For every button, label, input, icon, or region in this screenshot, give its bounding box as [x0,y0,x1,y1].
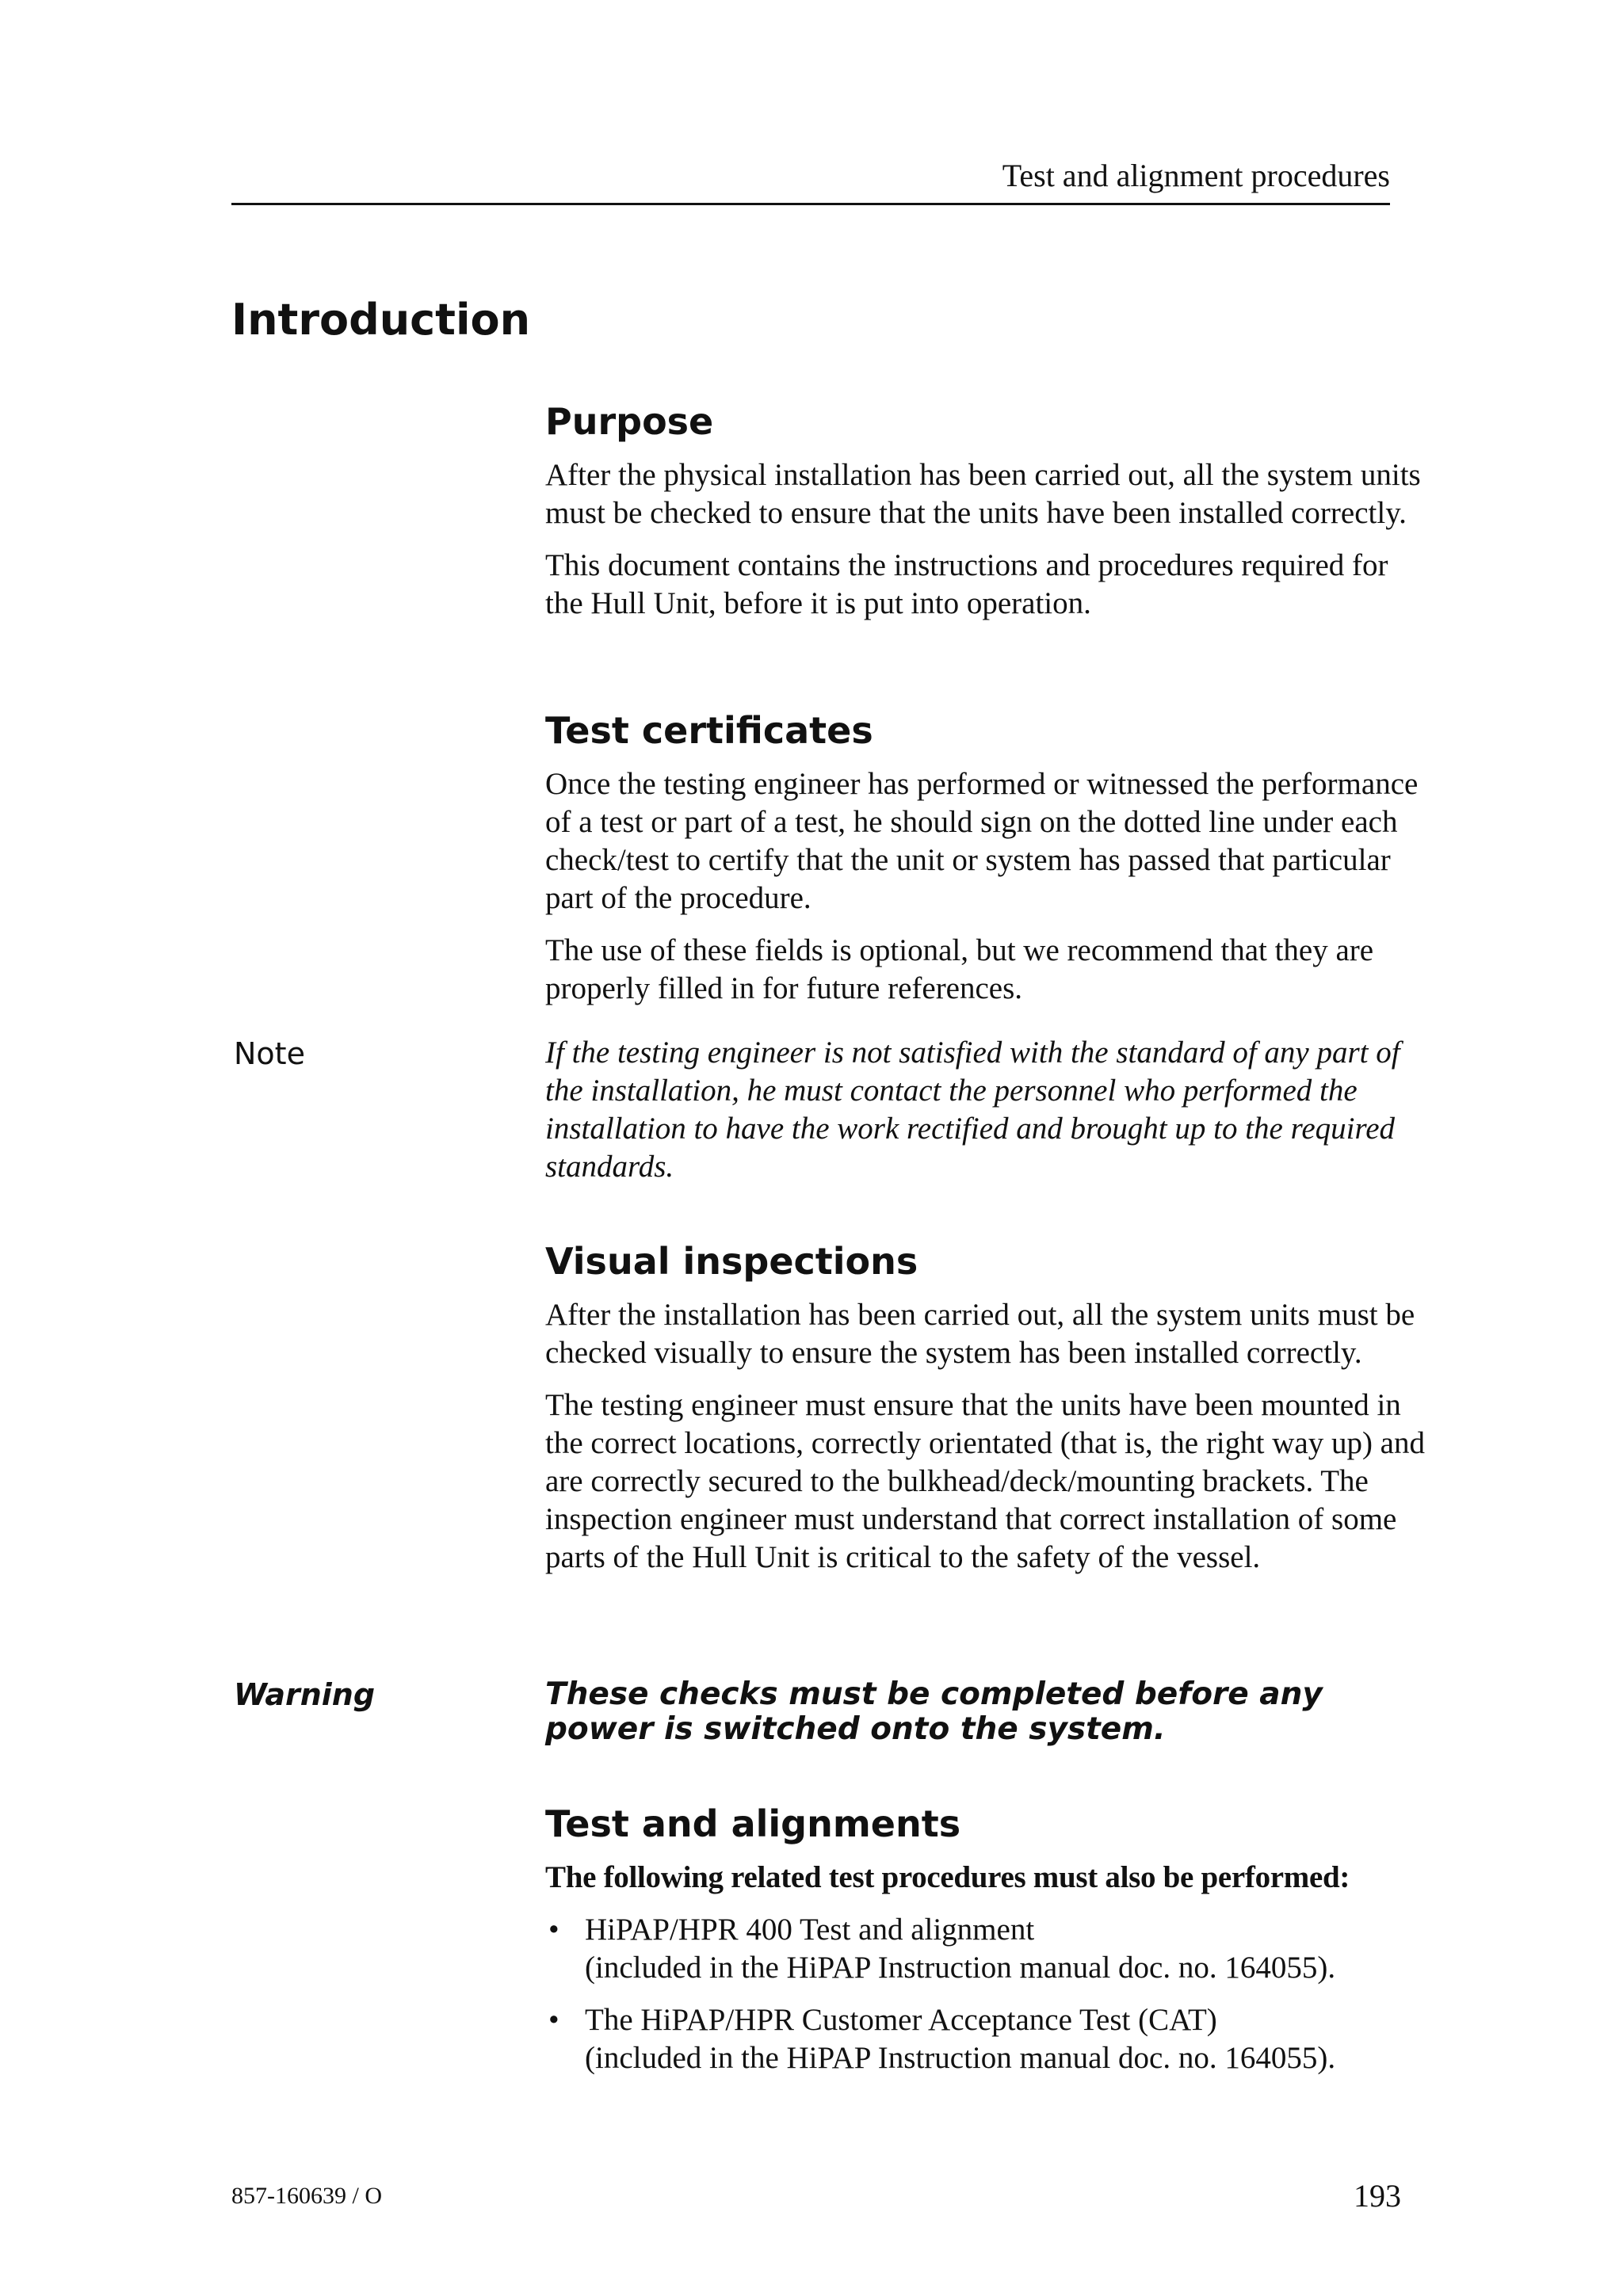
purpose-heading: Purpose [545,400,714,443]
warning-label: Warning [234,1677,376,1712]
test-alignments-lead: The following related test procedures must also be performed: [545,1860,1350,1894]
list-item-line-1: The HiPAP/HPR Customer Acceptance Test (CAT) [585,2003,1217,2037]
running-header [231,155,1390,205]
page-title: Introduction [231,295,531,345]
test-alignments-heading: Test and alignments [545,1802,961,1845]
test-procedures-list [545,1911,1425,2077]
visual-inspections-paragraph-1: After the installation has been carried out, all the system units must be checked visually to ensure the system has been installed correctly. [545,1298,1415,1370]
purpose-section [545,456,1425,637]
running-header-title: Test and alignment procedures [1002,158,1390,193]
bullet-icon: • [548,1913,559,1947]
test-alignments-section [545,1859,1425,2092]
test-certificates-paragraph-2: The use of these fields is optional, but we recommend that they are properly filled in for future references. [545,933,1374,1005]
note-label: Note [234,1036,305,1071]
bullet-icon: • [548,2003,559,2037]
list-item-line-1: HiPAP/HPR 400 Test and alignment [585,1913,1035,1947]
list-item-line-2: (included in the HiPAP Instruction manual doc. no. 164055). [585,1951,1336,1985]
test-certificates-section [545,765,1425,1022]
note-text: If the testing engineer is not satisfied with the standard of any part of the installation, he must contact the personnel who performed the installation to have the work rectified and brought up to the required standards. [545,1035,1400,1184]
page-number: 193 [1354,2178,1401,2214]
warning-line-1: These checks must be completed before any [545,1676,1323,1712]
visual-inspections-paragraph-2: The testing engineer must ensure that the units have been mounted in the correct locations, correctly orientated (that is, the right way up) and are correctly secured to the bulkhead/deck/mounting brackets. The inspection engineer must understand that correct installation of some parts of the Hull Unit is critical to the safety of the vessel. [545,1388,1425,1574]
list-item-line-2: (included in the HiPAP Instruction manual doc. no. 164055). [585,2041,1336,2075]
test-certificates-paragraph-1: Once the testing engineer has performed or witnessed the performance of a test or part of a test, he should sign on the dotted line under each check/test to certify that the unit or system has passed that particular part of the procedure. [545,767,1419,915]
document-number: 857-160639 / O [231,2183,382,2209]
purpose-paragraph-2: This document contains the instructions and procedures required for the Hull Unit, before it is put into operation. [545,548,1388,620]
visual-inspections-section [545,1296,1425,1591]
test-certificates-heading: Test certificates [545,709,873,752]
visual-inspections-heading: Visual inspections [545,1240,918,1283]
purpose-paragraph-1: After the physical installation has been carried out, all the system units must be checked to ensure that the units have been installed correctly. [545,458,1421,530]
list-item [545,2001,1425,2077]
warning-line-2: power is switched onto the system. [545,1711,1166,1747]
list-item [545,1911,1425,1987]
warning-text [545,1677,1425,1747]
